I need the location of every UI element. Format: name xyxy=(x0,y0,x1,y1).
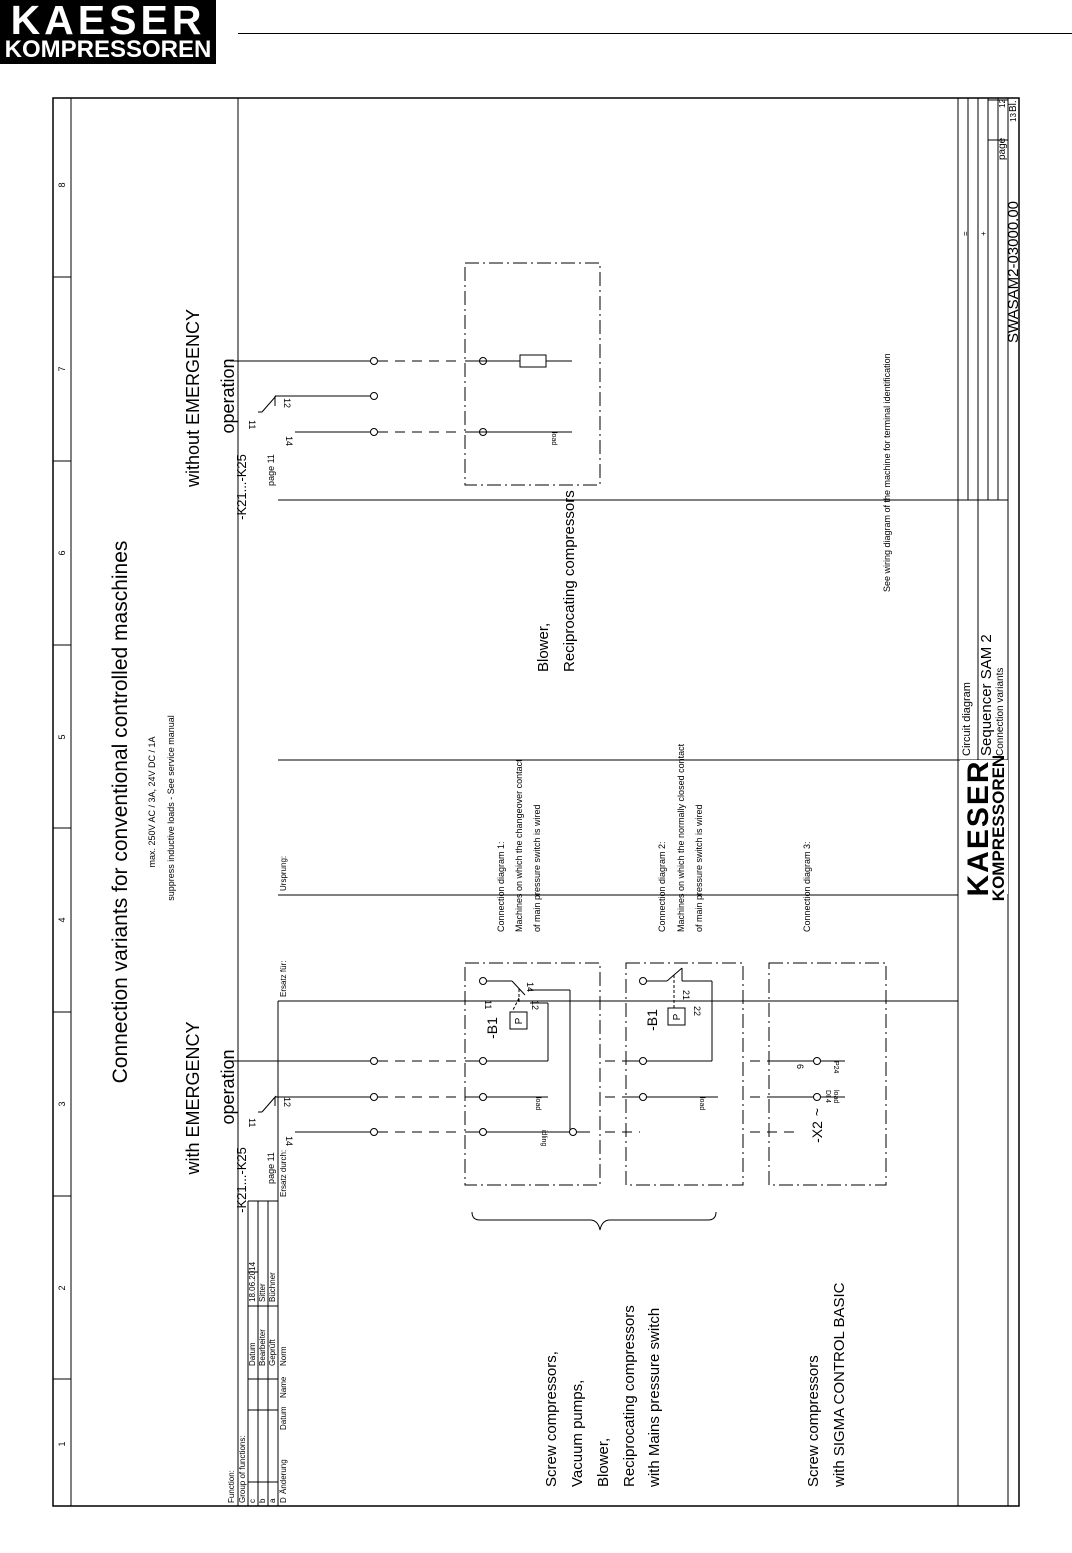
sheet-label: Bl. xyxy=(1008,100,1019,112)
with-terminals xyxy=(371,1058,378,1136)
terminal-note: See wiring diagram of the machine for terminal identification xyxy=(882,353,892,592)
page-label: page xyxy=(997,137,1008,160)
logo-brand-bottom: KOMPRESSOREN xyxy=(4,36,212,63)
rev-d: D xyxy=(279,1497,288,1503)
group3-line-2: Reciprocating compressors xyxy=(561,490,578,672)
box1-contact-11: 11 xyxy=(483,1000,493,1010)
row-datum: Datum xyxy=(248,1342,257,1366)
ursprung: Ursprung: xyxy=(279,855,288,891)
rating-line-2: suppress inductive loads - See service manual xyxy=(166,715,176,901)
title-block-logo-bottom: KOMPRESSOREN xyxy=(989,754,1008,902)
desc-sequencer: Sequencer SAM 2 xyxy=(978,634,995,756)
box3-p24-label: P24 xyxy=(832,1061,839,1074)
group1-line-3: Blower, xyxy=(595,1437,612,1487)
column-number: 7 xyxy=(57,366,67,372)
page-number: 12 xyxy=(998,99,1007,108)
box1-idling-label: idling xyxy=(540,1130,547,1147)
conn3-line-1: Connection diagram 3: xyxy=(802,841,812,932)
desc-connection-variants: Connection variants xyxy=(995,667,1006,756)
box4-wiring xyxy=(465,361,572,432)
without-emergency-title-2: operation xyxy=(218,358,238,434)
without-dashed-links xyxy=(378,361,460,432)
conn1-line-1: Connection diagram 1: xyxy=(496,841,506,932)
logo-brand-top: KAESER xyxy=(10,0,206,43)
connection-box-3 xyxy=(769,963,886,1185)
with-page-ref: page 11 xyxy=(266,1152,276,1184)
eq-sign: = xyxy=(961,231,970,236)
with-relay-label: -K21...-K25 xyxy=(234,1147,249,1213)
column-number: 5 xyxy=(57,734,67,740)
contact-14: 14 xyxy=(284,1136,294,1147)
column-number: 4 xyxy=(57,917,67,923)
box4-load-label: load xyxy=(550,432,557,446)
column-number: 6 xyxy=(57,550,67,556)
column-number: 1 xyxy=(57,1441,67,1447)
group1-line-4: Reciprocating compressors xyxy=(621,1305,638,1487)
box1-load-label: load xyxy=(534,1097,541,1111)
box3-load-label: load xyxy=(832,1090,839,1104)
without-contact-12: 12 xyxy=(282,398,292,409)
contact-11: 11 xyxy=(247,1118,257,1128)
without-terminals xyxy=(371,358,487,436)
desc-circuit-diagram: Circuit diagram xyxy=(961,682,973,756)
box2-contact-22: 22 xyxy=(692,1006,702,1017)
col-aenderung: Änderung xyxy=(279,1459,288,1494)
box2-contact-21: 21 xyxy=(681,990,691,1001)
geprueft-value: Büchner xyxy=(268,1272,277,1302)
box2-load-label: load xyxy=(698,1097,705,1111)
group2-line-1: Screw compressors xyxy=(805,1355,822,1487)
box3-x2-label: -X2 xyxy=(809,1121,825,1143)
row-bearbeiter: Bearbeiter xyxy=(258,1329,267,1366)
col-name: Name xyxy=(279,1376,288,1398)
conn1-line-2: Machines on which the changeover contact xyxy=(514,759,524,932)
date-value: 18.06.2014 xyxy=(248,1261,257,1302)
group3-line-1: Blower, xyxy=(535,622,552,672)
group1-line-5: with Mains pressure switch xyxy=(646,1307,663,1487)
column-number: 8 xyxy=(57,182,67,188)
conn1-line-3: of main pressure switch is wired xyxy=(532,804,542,932)
with-emergency-title-2: operation xyxy=(218,1049,238,1125)
without-contact-14: 14 xyxy=(284,436,294,447)
group1-line-1: Screw compressors, xyxy=(543,1351,560,1487)
box2-terminals xyxy=(640,978,647,1101)
box1-contact-12: 12 xyxy=(530,1000,540,1011)
box1-contact-14: 14 xyxy=(525,982,535,993)
box2-p-label: P xyxy=(672,1013,683,1021)
conn2-line-3: of main pressure switch is wired xyxy=(694,804,704,932)
connection-box-4 xyxy=(465,263,600,485)
without-emergency-title: without EMERGENCY xyxy=(183,308,203,488)
box3-di4-label: DI 4 xyxy=(824,1090,831,1103)
box4-fuse-symbol xyxy=(520,355,546,367)
group2-line-2: with SIGMA CONTROL BASIC xyxy=(831,1282,848,1487)
rating-line-1: max. 250V AC / 3A, 24V DC / 1A xyxy=(147,736,157,868)
ersatz-fuer: Ersatz für: xyxy=(279,960,288,997)
without-relay-label: -K21...-K25 xyxy=(234,454,249,520)
contact-12: 12 xyxy=(282,1097,292,1108)
function-label: Function: xyxy=(227,1470,236,1503)
connection-box-1 xyxy=(465,963,600,1185)
column-number: 3 xyxy=(57,1101,67,1107)
conn2-line-2: Machines on which the normally closed contact xyxy=(676,743,686,932)
rev-row-c: c xyxy=(248,1499,257,1503)
document-number: SWASAM2-03000.00 xyxy=(1005,200,1022,343)
title-block-lines xyxy=(238,98,1008,1506)
without-contact-11: 11 xyxy=(247,420,257,430)
box3-tilde: ~ xyxy=(809,1107,825,1117)
column-number: 2 xyxy=(57,1285,67,1291)
group-brace xyxy=(472,1212,716,1230)
bearbeiter-value: Sitter xyxy=(258,1283,267,1302)
rev-row-a: a xyxy=(268,1498,277,1503)
box2-wiring xyxy=(626,968,718,1097)
box2-b1-label: -B1 xyxy=(644,1009,660,1031)
with-dashed-links xyxy=(378,1061,795,1132)
conn2-line-1: Connection diagram 2: xyxy=(657,841,667,932)
box1-b1-label: -B1 xyxy=(484,1017,500,1039)
row-geprueft: Geprüft xyxy=(268,1339,277,1366)
ersatz-durch: Ersatz durch: xyxy=(279,1149,288,1197)
title-block-logo-top: KAESER xyxy=(962,759,995,897)
diagram-title: Connection variants for conventional controlled maschines xyxy=(109,540,132,1084)
plus-sign: + xyxy=(979,231,988,236)
without-page-ref: page 11 xyxy=(266,454,276,486)
sheet-number: 13 xyxy=(1009,113,1018,122)
rev-row-b: b xyxy=(258,1498,267,1503)
with-emergency-title: with EMERGENCY xyxy=(183,1021,203,1175)
col-datum: Datum xyxy=(279,1406,288,1430)
row-norm: Norm xyxy=(279,1346,288,1366)
column-dividers xyxy=(53,277,71,1379)
group1-line-2: Vacuum pumps, xyxy=(569,1379,586,1487)
group-label: Group of functions: xyxy=(238,1435,247,1503)
box1-p-label: P xyxy=(514,1017,525,1025)
box3-six-label: 6 xyxy=(795,1064,805,1070)
box3-terminals xyxy=(814,1058,821,1101)
